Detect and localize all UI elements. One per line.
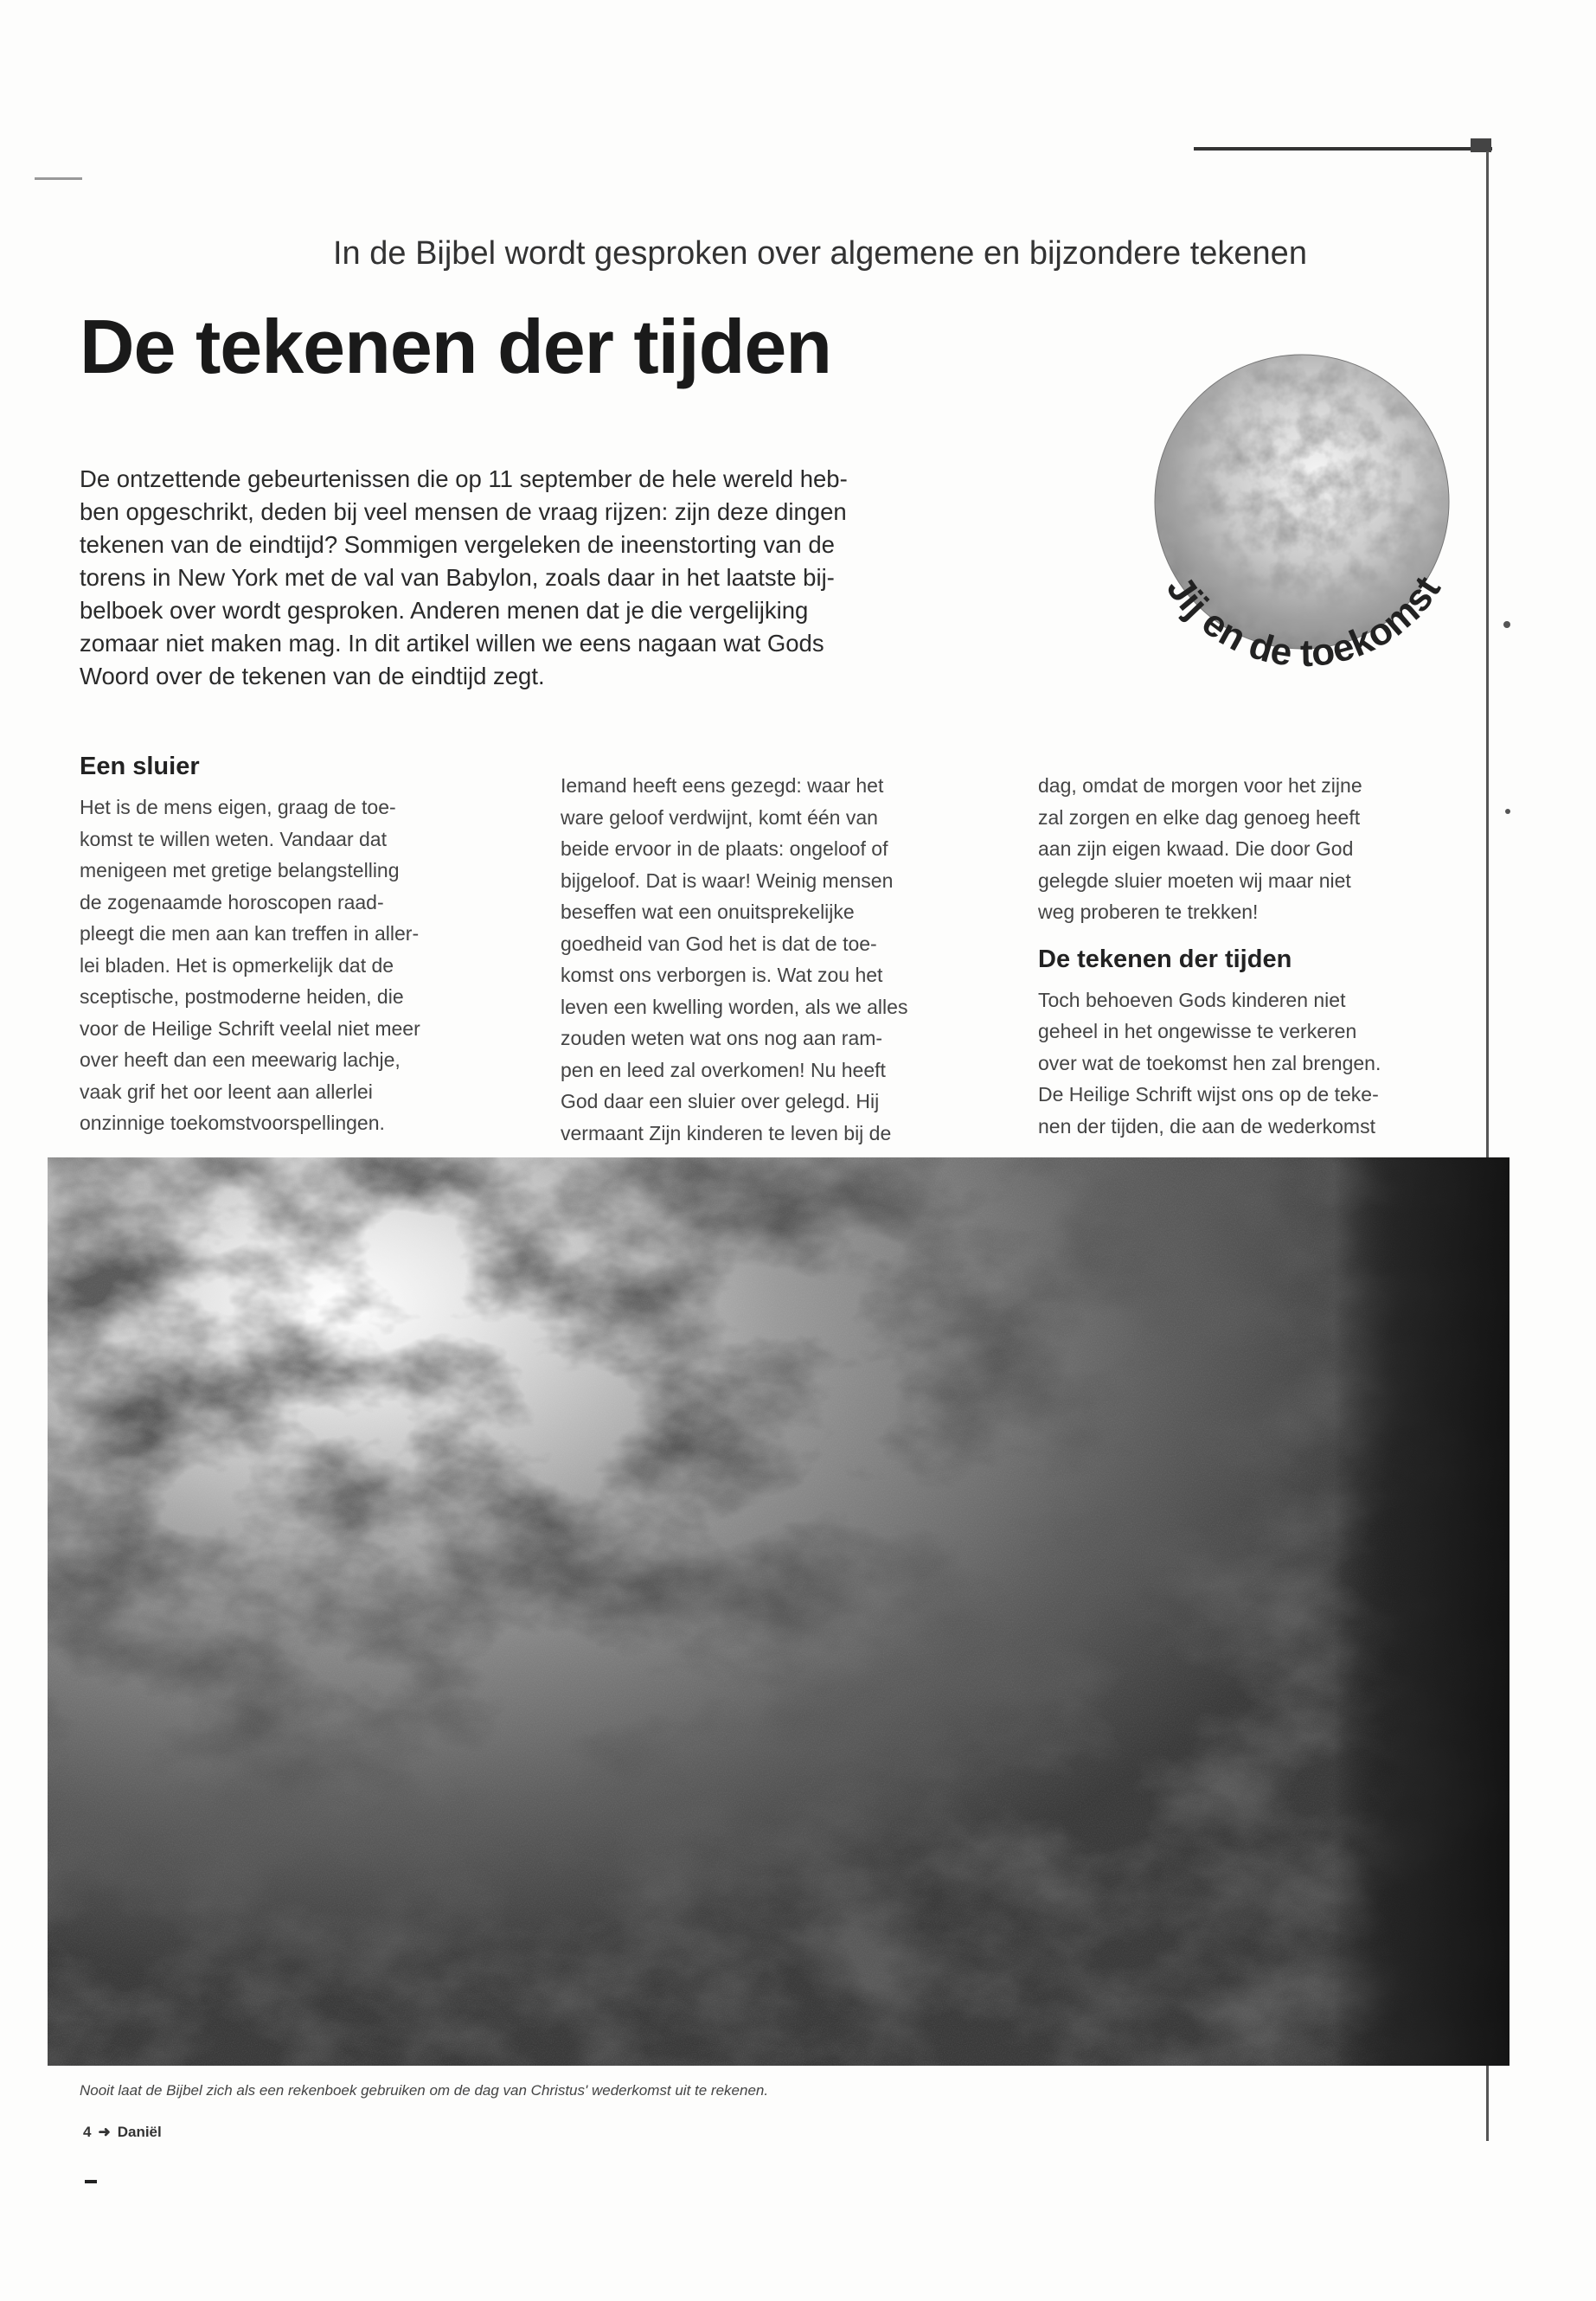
page-title: De tekenen der tijden — [80, 304, 832, 389]
column-1 — [80, 753, 529, 1139]
body-line: komst te willen weten. Vandaar dat — [80, 827, 387, 850]
body-line: God daar een sluier over gelegd. Hij — [561, 1090, 880, 1112]
body-line: onzinnige toekomstvoorspellingen. — [80, 1112, 385, 1134]
body-line: sceptische, postmoderne heiden, die — [80, 985, 404, 1008]
photo-caption: Nooit laat de Bijbel zich als een rekenboek gebruiken om de dag van Christus' wederkomst uit te rekenen. — [80, 2082, 769, 2099]
body-line: zal zorgen en elke dag genoeg heeft — [1038, 805, 1361, 829]
page-footer — [83, 2124, 162, 2141]
intro-line: ben opgeschrikt, deden bij veel mensen de vraag rijzen: zijn deze dingen — [80, 498, 847, 525]
scan-speck — [1503, 621, 1510, 628]
body-line: Iemand heeft eens gezegd: waar het — [561, 774, 884, 797]
body-line: vermaant Zijn kinderen te leven bij de — [561, 1121, 892, 1144]
body-line: Het is de mens eigen, graag de toe- — [80, 796, 396, 818]
body-line: geheel in het ongewisse te verkeren — [1038, 1020, 1357, 1042]
kicker: In de Bijbel wordt gesproken over algemene en bijzondere tekenen — [333, 235, 1307, 272]
arrow-icon: ➜ — [98, 2124, 111, 2140]
intro-line: zomaar niet maken mag. In dit artikel willen we eens nagaan wat Gods — [80, 630, 824, 657]
intro-line: Woord over de tekenen van de eindtijd zegt. — [80, 663, 545, 689]
badge-text: Jij en de toekomst — [1157, 568, 1449, 676]
cloud-photo — [48, 1157, 1509, 2066]
body-line: dag, omdat de morgen voor het zijne — [1038, 774, 1362, 797]
body-line: pen en leed zal overkomen! Nu heeft — [561, 1058, 886, 1081]
body-line: Toch behoeven Gods kinderen niet — [1038, 988, 1346, 1011]
body-line: zouden weten wat ons nog aan ram- — [561, 1027, 883, 1049]
intro-line: De ontzettende gebeurtenissen die op 11 september de hele wereld heb- — [80, 465, 848, 492]
magazine-name: Daniël — [117, 2124, 162, 2140]
body-line: komst ons verborgen is. Wat zou het — [561, 964, 883, 986]
body-line: beseffen wat een onuitsprekelijke — [561, 901, 855, 923]
column-2 — [561, 753, 1010, 1149]
body-line: lei bladen. Het is opmerkelijk dat de — [80, 953, 394, 977]
section-heading: Een sluier — [80, 753, 200, 780]
intro-paragraph — [80, 463, 997, 693]
body-line: ware geloof verdwijnt, komt één van — [561, 805, 878, 829]
globe-illustration — [1125, 346, 1488, 692]
scan-top-rule — [1194, 147, 1492, 151]
body-line: over heeft dan een meewarig lachje, — [80, 1048, 401, 1071]
body-line: leven een kwelling worden, als we alles — [561, 995, 908, 1018]
section-heading: De tekenen der tijden — [1038, 945, 1292, 973]
intro-line: belboek over wordt gesproken. Anderen menen dat je die vergelijking — [80, 597, 809, 624]
body-line: de zogenaamde horoscopen raad- — [80, 890, 384, 913]
cloud-photo-graphic — [48, 1157, 1509, 2066]
body-line: over wat de toekomst hen zal brengen. — [1038, 1051, 1381, 1074]
scan-left-mark — [35, 177, 82, 180]
body-line: pleegt die men aan kan treffen in aller- — [80, 922, 420, 945]
body-line: weg proberen te trekken! — [1038, 901, 1259, 923]
body-line: vaak grif het oor leent aan allerlei — [80, 1080, 373, 1103]
intro-line: tekenen van de eindtijd? Sommigen vergeleken de ineenstorting van de — [80, 531, 835, 558]
body-line: voor de Heilige Schrift veelal niet meer — [80, 1016, 420, 1040]
column-3 — [1038, 753, 1488, 1142]
body-line: goedheid van God het is dat de toe- — [561, 932, 877, 955]
body-line: nen der tijden, die aan de wederkomst — [1038, 1114, 1375, 1138]
series-badge — [1125, 346, 1488, 692]
scan-speck — [1505, 809, 1510, 814]
body-line: beide ervoor in de plaats: ongeloof of — [561, 837, 888, 860]
page-number: 4 — [83, 2124, 92, 2140]
body-line: menigeen met gretige belangstelling — [80, 859, 400, 881]
body-line: gelegde sluier moeten wij maar niet — [1038, 868, 1351, 892]
scan-top-stub — [1471, 138, 1491, 152]
intro-line: torens in New York met de val van Babylon, zoals daar in het laatste bij- — [80, 564, 835, 591]
body-line: aan zijn eigen kwaad. Die door God — [1038, 837, 1354, 860]
body-line: De Heilige Schrift wijst ons op de teke- — [1038, 1083, 1379, 1106]
scan-bottom-mark — [85, 2180, 97, 2183]
body-line: bijgeloof. Dat is waar! Weinig mensen — [561, 868, 894, 892]
